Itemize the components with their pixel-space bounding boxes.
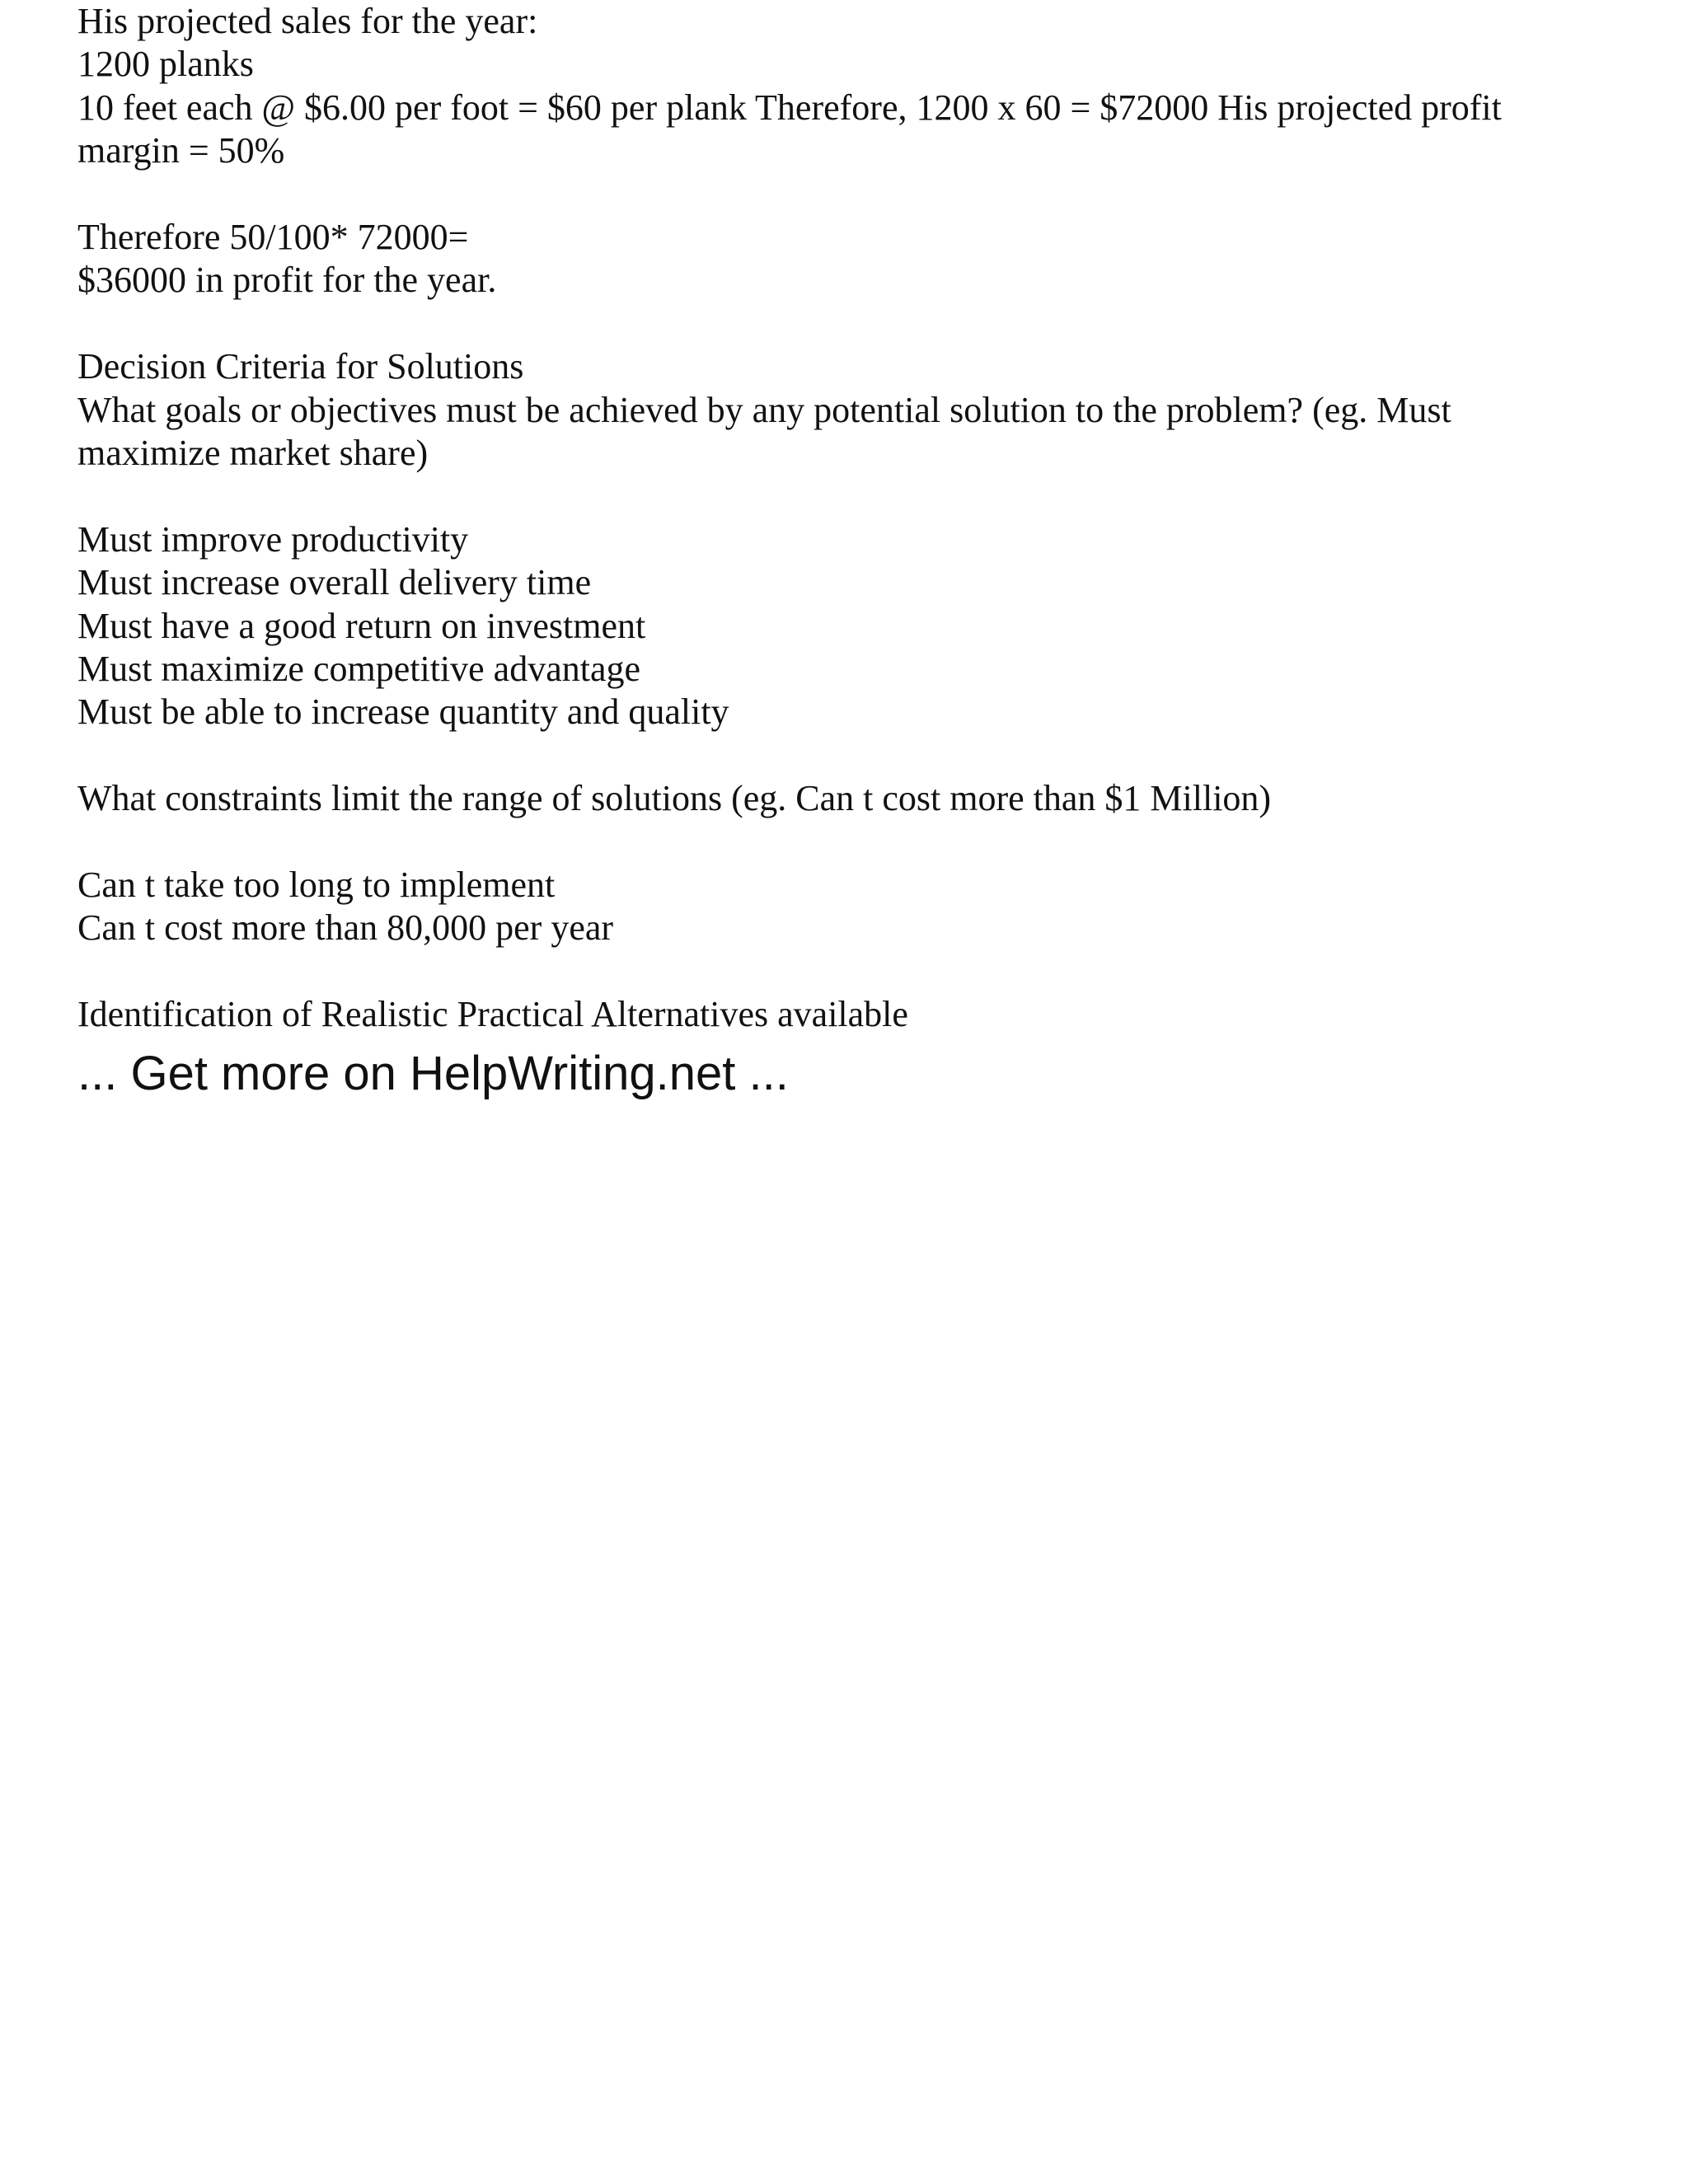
paragraph-constraints-list [77, 864, 1627, 950]
paragraph-projected-sales [77, 0, 1627, 173]
paragraph-alternatives [77, 993, 1627, 1036]
paragraph-decision-criteria [77, 345, 1627, 475]
list-item: Must have a good return on investment [77, 605, 646, 646]
get-more-link[interactable]: ... Get more on HelpWriting.net ... [77, 1046, 789, 1100]
list-item: Must be able to increase quantity and quality [77, 691, 729, 733]
paragraph-gap [77, 475, 1627, 518]
list-item: Must increase overall delivery time [77, 562, 592, 603]
document-page [77, 0, 1627, 1103]
section-heading: Decision Criteria for Solutions [77, 346, 524, 387]
list-item: Can t take too long to implement [77, 865, 556, 906]
text-line-wrapped: What goals or objectives must be achieved by any potential solution to the problem? (eg. Must maximize market share) [77, 389, 1451, 474]
list-item: Must maximize competitive advantage [77, 649, 641, 690]
paragraph-profit-calc [77, 216, 1627, 302]
paragraph-constraints-question [77, 777, 1627, 820]
paragraph-gap [77, 734, 1627, 777]
list-item: Can t cost more than 80,000 per year [77, 907, 614, 949]
text-line: Therefore 50/100* 72000= [77, 217, 469, 258]
paragraph-goals-list [77, 518, 1627, 734]
text-line: His projected sales for the year: [77, 1, 538, 41]
paragraph-gap [77, 302, 1627, 345]
paragraph-gap [77, 950, 1627, 993]
list-item: Must improve productivity [77, 518, 469, 560]
text-line: 1200 planks [77, 44, 254, 85]
paragraph-gap [77, 173, 1627, 216]
text-line-wrapped: 10 feet each @ $6.00 per foot = $60 per plank Therefore, 1200 x 60 = $72000 His projected profit margin = 50% [77, 87, 1502, 171]
paragraph-gap [77, 821, 1627, 864]
text-line: $36000 in profit for the year. [77, 260, 497, 301]
text-line: What constraints limit the range of solutions (eg. Can t cost more than $1 Million) [77, 778, 1272, 819]
section-heading: Identification of Realistic Practical Alternatives available [77, 994, 908, 1035]
